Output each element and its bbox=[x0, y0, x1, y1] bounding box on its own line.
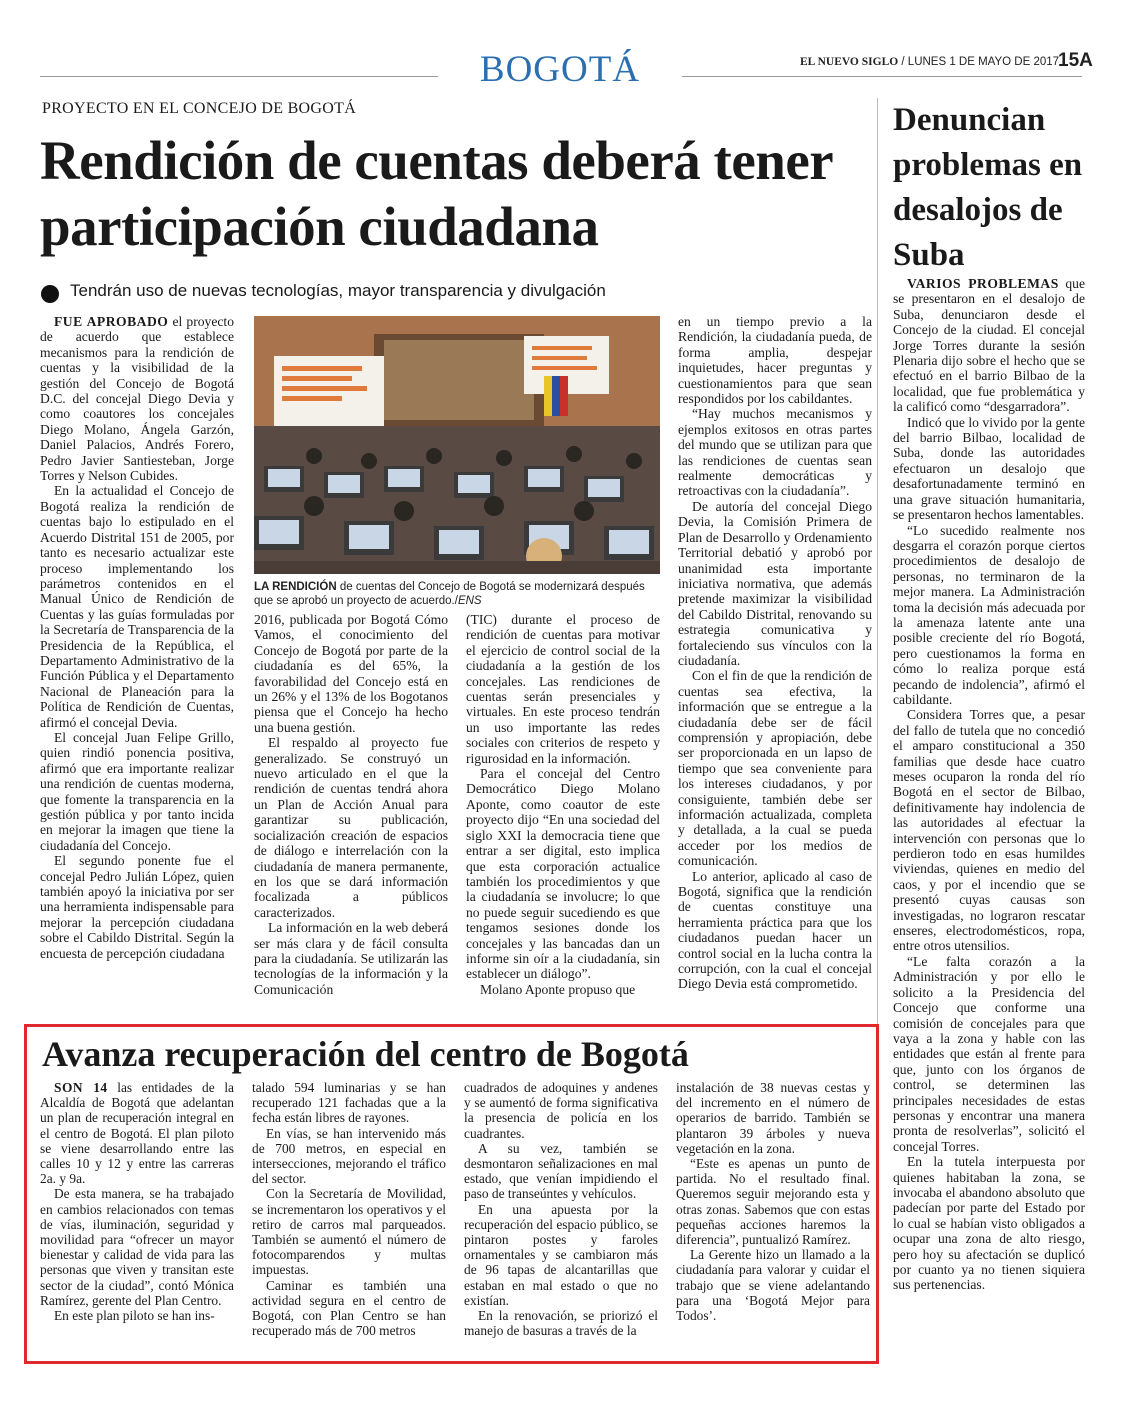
paragraph: En la renovación, se priorizó el manejo de basuras a través de la bbox=[464, 1308, 658, 1339]
article-lead: FUE APROBADO bbox=[54, 314, 169, 329]
caption-lead: LA RENDICIÓN bbox=[254, 581, 337, 593]
bullet-icon bbox=[41, 285, 59, 303]
paragraph: “Hay muchos mecanismos y ejemplos exitosos en otras partes del mundo que se utilizan para que las rendiciones de cuentas sean realmente democráticas y retroactivas con la ciudadanía”. bbox=[678, 406, 872, 499]
box-column-2 bbox=[252, 1080, 446, 1338]
paragraph: “Este es apenas un punto de partida. No el resultado final. Queremos seguir mejorando esta y otras zonas. Sabemos que con estas pequeñas acciones haremos la diferencia”, puntualizó Ramírez. bbox=[676, 1156, 870, 1248]
article-headline: Rendición de cuentas deberá tener participación ciudadana bbox=[40, 130, 833, 257]
paragraph: el proyecto de acuerdo que establece mecanismos para la rendición de cuentas y la visibilidad de la gestión del Concejo de Bogotá D.C. del concejal Diego Devia y como coautores los concejales Diego Molano, Ángela Garzón, Daniel Palacios, Andrés Forero, Pedro Javier Santiesteban, Jorge Torres y Nelson Cubides. bbox=[40, 314, 234, 484]
header-rule-right bbox=[682, 76, 1082, 77]
box-headline: Avanza recuperación del centro de Bogotá bbox=[42, 1034, 689, 1074]
box-column-1 bbox=[40, 1080, 234, 1323]
caption-text: de cuentas del Concejo de Bogotá se modernizará después que se aprobó un proyecto de acuerdo./ bbox=[254, 581, 645, 607]
masthead: EL NUEVO SIGLO / LUNES 1 DE MAYO DE 2017 bbox=[800, 56, 1060, 68]
article-column-1 bbox=[40, 314, 234, 961]
sidebar-lead: VARIOS PROBLEMAS bbox=[907, 276, 1059, 291]
paragraph: En vías, se han intervenido más de 700 metros, en especial en intersecciones, mejorando el tráfico del sector. bbox=[252, 1125, 446, 1187]
paragraph: La información en la web deberá ser más clara y de fácil consulta para la ciudadanía. Se utilizarán las tecnologías de la información y la Comunicación bbox=[254, 920, 448, 997]
paragraph: Con el fin de que la rendición de cuentas sea efectiva, la información que se entregue a la ciudadanía debe ser de fácil comprensión y apropiación, debe ser proporcionada en un lapso de tiempo que sea conveniente para los intereses ciudadanos, y por consiguiente, también debe ser información actualizada, completa y detallada, a la cual se pueda acceder por los medios de comunicación. bbox=[678, 668, 872, 869]
paragraph: “Lo sucedido realmente nos desgarra el corazón porque ciertos procedimientos de desalojo de personas, no terminaron de la mejor manera. La Administración toma la decisión más adecuada por la amenaza latente ante una posible creciente del río Bogotá, pero cuestionamos la forma en cómo lo realiza porque está pecando de indolencia”, afirmó el cabildante. bbox=[893, 522, 1085, 707]
photo-credit: ENS bbox=[457, 595, 482, 607]
page-number: 15A bbox=[1058, 50, 1093, 71]
box-lead: SON 14 bbox=[54, 1080, 108, 1095]
photo-caption bbox=[254, 580, 660, 608]
article-kicker: PROYECTO EN EL CONCEJO DE BOGOTÁ bbox=[42, 100, 357, 117]
paragraph: El respaldo al proyecto fue generalizado. Se construyó un nuevo articulado en el que la rendición de cuentas tendrá ahora un Plan de Acción Anual para garantizar su publicación, socialización creación de espacios de diálogo e interrelación con la ciudadanía de manera permanente, en los que se dará información focalizada a públicos caracterizados. bbox=[254, 735, 448, 920]
section-title: BOGOTÁ bbox=[479, 49, 641, 90]
paragraph: Molano Aponte propuso que bbox=[480, 981, 636, 997]
paragraph: las entidades de la Alcaldía de Bogotá que adelantan un plan de recuperación integral en el centro de Bogotá. El plan piloto se viene desarrollando entre las calles 10 y 12 y entre las carreras 2a. y 9a. bbox=[40, 1080, 234, 1187]
article-column-4 bbox=[678, 314, 872, 992]
paragraph: En la tutela interpuesta por quienes habitaban la zona, se invocaba el abandono absoluto que padecían por parte del Estado por lo cual se habían visto obligados a ocupar una zona de alto riesgo, pero hoy su afectación se duplicó por cuanto ya no tienen siquiera sus pertenencias. bbox=[893, 1154, 1085, 1293]
paragraph: cuadrados de adoquines y andenes y se aumentó de forma significativa la presencia de policía en los cuadrantes. bbox=[464, 1080, 658, 1141]
article-column-2 bbox=[254, 612, 448, 997]
paragraph: A su vez, también se desmontaron señalizaciones en mal estado, que venían impidiendo el paso de transeúntes y vehículos. bbox=[464, 1140, 658, 1202]
box-column-3 bbox=[464, 1080, 658, 1338]
sidebar-column bbox=[893, 276, 1085, 1293]
header-rule-left bbox=[40, 76, 438, 77]
paragraph: Considera Torres que, a pesar del fallo de tutela que no concedió el amparo constitucional a 350 familias que desde hace cuatro meses ocuparon la ronda del río Bogotá en el sector de Bilbao, definitivamente hay indolencia de las autoridades al efectuar la intervención con personas que lo perdieron todo en esas humildes viviendas, quienes en medio del caos, y por el incendio que se presentó cuyas causas son investigadas, no lograron rescatar enseres, electrodomésticos, ropa, entre otros utensilios. bbox=[893, 707, 1085, 954]
paragraph: En una apuesta por la recuperación del espacio público, se pintaron postes y faroles ornamentales y se cambiaron más de 96 tapas de alcantarillas que estaban en mal estado o que no existían. bbox=[464, 1201, 658, 1308]
issue-date: LUNES 1 DE MAYO DE 2017 bbox=[907, 56, 1060, 68]
paragraph: talado 594 luminarias y se han recuperado 121 fachadas que a la fecha están libres de rayones. bbox=[252, 1080, 446, 1126]
paragraph: en un tiempo previo a la Rendición, la ciudadanía pueda, de forma amplia, despejar inquietudes, hacer preguntas y cuestionamientos para que sean respondidos por los cabildantes. bbox=[678, 314, 872, 407]
paragraph: De autoría del concejal Diego Devia, la Comisión Primera de Plan de Desarrollo y Ordenamiento Territorial debatió y aprobó por unanimidad esta importante iniciativa normativa, que además pretende maximizar la visibilidad del Cabildo Distrital, renovando su estrategia comunicativa y fortaleciendo sus vínculos con la ciudadanía. bbox=[678, 498, 872, 668]
paragraph: (TIC) durante el proceso de rendición de cuentas para motivar el ejercicio de control social de la ciudadanía a la gestión de los concejales. Las rendiciones de cuentas serán presenciales y virtuales. En este proceso tendrán un uso importante las redes sociales con criterios de respeto y rigurosidad en la información. bbox=[466, 612, 660, 766]
paragraph: 2016, publicada por Bogotá Cómo Vamos, el conocimiento del Concejo de Bogotá por parte de la ciudadanía es del 65%, la favorabilidad del Concejo está en un 26% y el 13% de los Bogotanos piensa que el Concejo ha hecho una buena gestión. bbox=[254, 612, 448, 735]
paragraph: Indicó que lo vivido por la gente del barrio Bilbao, localidad de Suba, donde las autoridades efectuaron un desalojo que desafortunadamente terminó en una grave situación humanitaria, se presentaron hechos lamentables. bbox=[893, 414, 1085, 523]
paper-name: EL NUEVO SIGLO bbox=[800, 56, 899, 68]
article-column-3 bbox=[466, 612, 660, 997]
paragraph: En este plan piloto se han ins- bbox=[54, 1308, 215, 1324]
box-column-4 bbox=[676, 1080, 870, 1323]
paragraph: Caminar es también una actividad segura en el centro de Bogotá, con Plan Centro se han recuperado más de 700 metros bbox=[252, 1277, 446, 1339]
paragraph: En la actualidad el Concejo de Bogotá realiza la rendición de cuentas bajo lo estipulado en el Acuerdo Distrital 151 de 2005, por tanto es necesario actualizar este proceso implementando los parámetros contenidos en el Manual Único de Rendición de Cuentas y las guías formuladas por la Secretaría de Transparencia de la Presidencia de la República, el Departamento Administrativo de la Función Pública y el Departamento Nacional de Planeación para la Política de Rendición de Cuentas, afirmó el concejal Devia. bbox=[40, 483, 234, 730]
paragraph: Para el concejal del Centro Democrático Diego Molano Aponte, como coautor de este proyecto dijo “En una sociedad del siglo XXI la democracia tiene que entrar a ser digital, esto implica que esta corporación actualice también los procedimientos y que la ciudadanía se involucre; lo que no puede seguir sucediendo es que tengamos sesiones donde los concejales y las bancadas dan un informe sin oír a la ciudadanía, sin establecer un diálogo”. bbox=[466, 766, 660, 982]
article-subhead: Tendrán uso de nuevas tecnologías, mayor transparencia y divulgación bbox=[70, 281, 606, 300]
paragraph: El concejal Juan Felipe Grillo, quien rindió ponencia positiva, afirmó que era importante realizar una rendición de cuentas moderna, que fomente la transparencia en la gestión pública y por tanto incida en mejorar la imagen que tiene la ciudadanía del Concejo. bbox=[40, 729, 234, 853]
paragraph: El segundo ponente fue el concejal Pedro Julián López, quien también apoyó la iniciativa por ser una herramienta indispensable para mejorar la percepción ciudadana sobre el Cabildo Distrital. Según la encuesta de percepción ciudadana bbox=[40, 853, 234, 961]
paragraph: Lo anterior, aplicado al caso de Bogotá, significa que la rendición de cuentas constituye una herramienta práctica para que los ciudadanos puedan hacer un control social en la lucha contra la corrupción, con la cual el concejal Diego Devia está comprometido. bbox=[678, 868, 872, 992]
paragraph: De esta manera, se ha trabajado en cambios relacionados con temas de vías, iluminación, seguridad y movilidad para “ofrecer un mayor bienestar y calidad de vida para las personas que viven y transitan este sector de la ciudad”, contó Mónica Ramírez, gerente del Plan Centro. bbox=[40, 1186, 234, 1308]
paragraph: Con la Secretaría de Movilidad, se incrementaron los operativos y el retiro de carros mal parqueados. También se aumentó el número de fotocomparendos y multas impuestas. bbox=[252, 1186, 446, 1278]
paragraph: que se presentaron en el desalojo de Suba, denunciaron desde el Concejo de la ciudad. El concejal Jorge Torres durante la sesión Plenaria dijo sobre el hecho que se efectuó en el barrio Bilbao de la localidad, que fue problemática y la calificó como “desgarradora”. bbox=[893, 276, 1085, 415]
paragraph: instalación de 38 nuevas cestas y del incremento en el número de operarios de barrido. También se plantaron 39 árboles y nueva vegetación en la zona. bbox=[676, 1080, 870, 1156]
paragraph: La Gerente hizo un llamado a la ciudadanía para valorar y cuidar el trabajo que se viene adelantando para una ‘Bogotá Mejor para Todos’. bbox=[676, 1247, 870, 1324]
sidebar-headline: Denuncian problemas en desalojos de Suba bbox=[893, 102, 1083, 273]
paragraph: “Le falta corazón a la Administración y por ello le solicito a la Presidencia del Concejo que conforme una comisión de concejales para que vaya a la zona y hable con las entidades que están al frente para que, junto con los órganos de control, se determinen las principales necesidades de estas personas y encontrar una manera pronta de resolverlas”, solicitó el concejal Torres. bbox=[893, 953, 1085, 1154]
council-session-photo bbox=[254, 316, 660, 574]
